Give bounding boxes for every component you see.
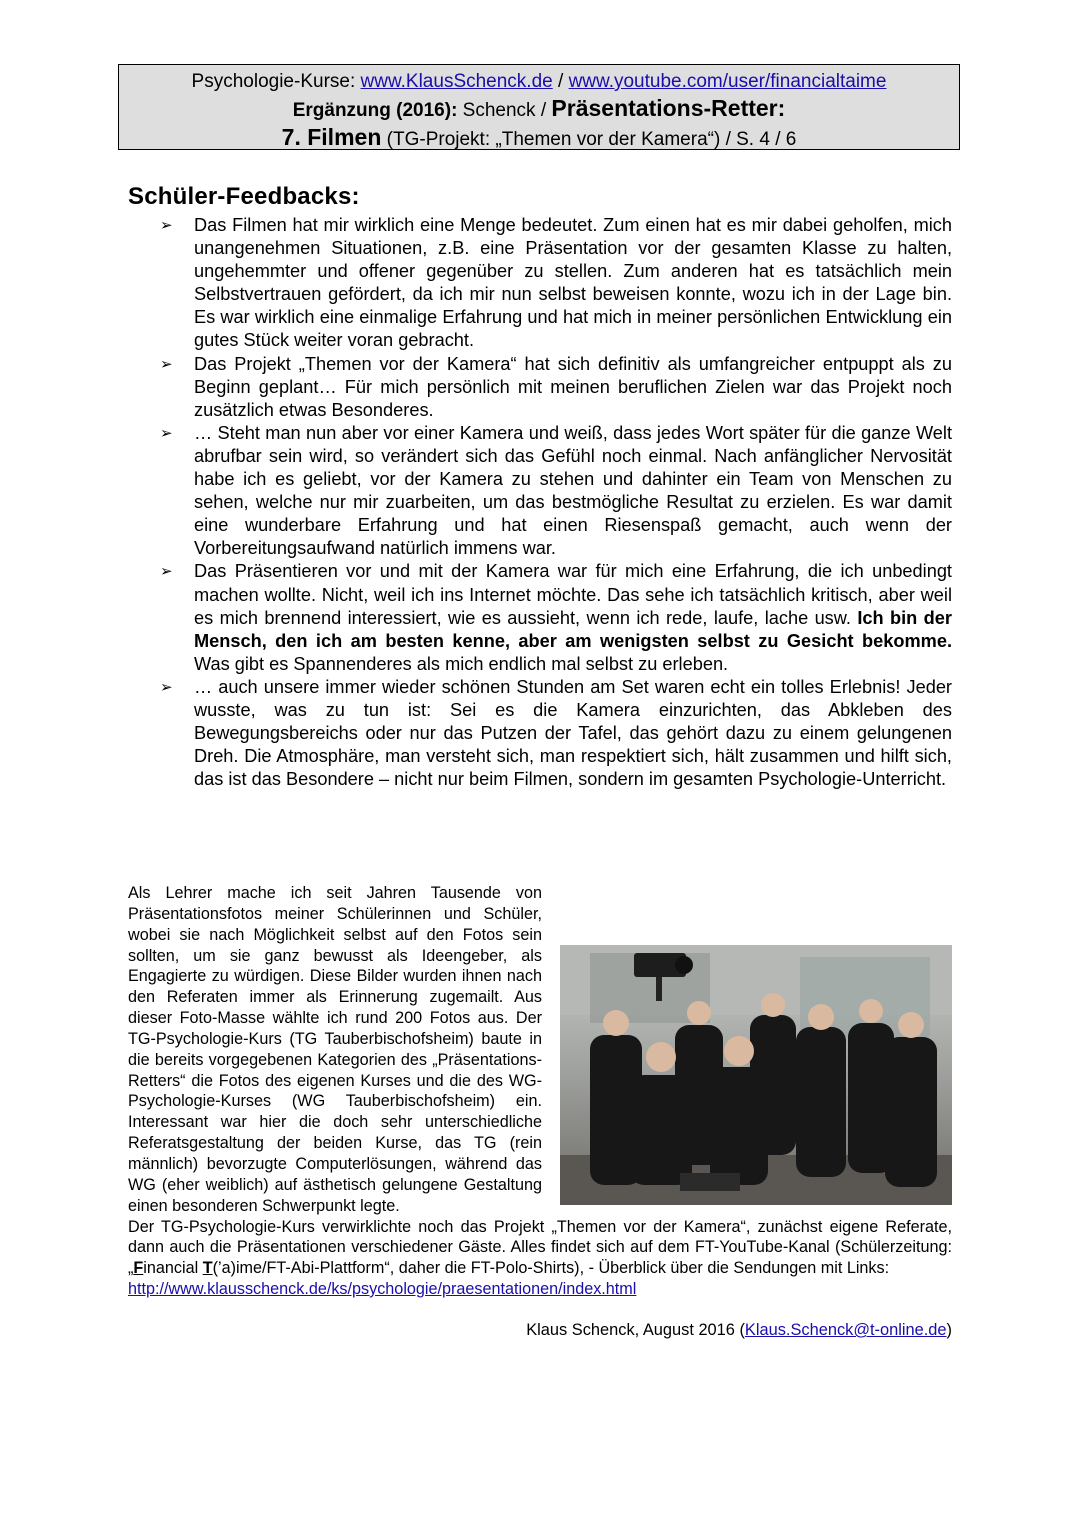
header-box [118,64,960,150]
feedback-item: ➢ Das Projekt „Themen vor der Kamera“ hat sich definitiv als umfangreicher entpuppt als zu Beginn geplant… Für mich persönlich mit meinen beruflichen Zielen war das Projekt noch zusätzlich etwas Besonderes. [160,353,952,420]
website-link[interactable]: www.KlausSchenck.de [360,71,553,92]
arrow-bullet-icon: ➢ [160,424,173,442]
section-heading: Schüler-Feedbacks: [128,183,360,210]
emphasis-text: Ich bin der Mensch, den ich am besten kenne, aber am wenigsten selbst zu Gesicht bekomme. [194,607,952,651]
arrow-bullet-icon: ➢ [160,678,173,696]
project-paragraph: Der TG-Psychologie-Kurs verwirklichte noch das Projekt „Themen vor der Kamera“, zunächst eigene Referate, dann auch die Präsentationen verschiedener Gäste. Alles findet sich auf dem FT-YouTube-Kanal (Schülerzeitung: „Financial T(’a)ime/FT-Abi-Plattform“, daher die FT-Polo-Shirts), - Überblick über die Sendungen mit Links: http://www.klausschenck.de/ks/psychologie/praesentationen/index.html [128,1217,952,1299]
presentations-link[interactable]: http://www.klausschenck.de/ks/psychologie/praesentationen/index.html [128,1280,637,1299]
youtube-link[interactable]: www.youtube.com/user/financialtaime [568,71,887,92]
feedback-item: ➢ Das Filmen hat mir wirklich eine Menge bedeutet. Zum einen hat es mir dabei geholfen, mich unangenehmen Situationen, z.B. eine Präsentation vor der gesamten Klasse zu halten, ungehemmter und offener gegenüber zu stellen. Zum anderen hat es tatsächlich mein Selbstvertrauen gefördert, da ich mir nun selbst beweisen konnte, wozu ich in der Lage bin. Es war wirklich eine einmalige Erfahrung und hat mich in meiner persönlichen Entwicklung ein gutes Stück weiter voran gebracht. [160,215,952,351]
feedback-item: ➢ Das Präsentieren vor und mit der Kamera war für mich eine Erfahrung, die ich unbedingt machen wollte. Nicht, weil ich ins Internet möchte. Das sehe ich tatsächlich kritisch, aber weil es mich brennend interessiert, wie es aussieht, wenn ich rede, laufe, lache usw. Ich bin der Mensch, den ich am besten kenne, aber am wenigsten selbst zu Gesicht bekomme. Was gibt es Spannenderes als mich endlich mal selbst zu erleben. [160,561,952,674]
feedback-item: ➢ … Steht man nun aber vor einer Kamera und weiß, dass jedes Wort später für die ganze Welt abrufbar sein wird, so verändert sich das Gefühl noch einmal. Nach anfänglicher Nervosität habe ich es geliebt, vor der Kamera zu stehen und dahinter ein Team von Menschen zu sehen, welche nur mir zuarbeiten, um das bestmögliche Resultat zu erzielen. Es war damit eine wunderbare Erfahrung und hat einen Riesenspaß gemacht, auch wenn der Vorbereitungsaufwand natürlich immens war. [160,422,952,559]
arrow-bullet-icon: ➢ [160,217,173,234]
header-line-1: Psychologie-Kurse: www.KlausSchenck.de / www.youtube.com/user/financialtaime [191,71,887,92]
arrow-bullet-icon: ➢ [160,355,173,373]
feedback-list [150,214,952,791]
teacher-paragraph: Als Lehrer mache ich seit Jahren Tausende von Präsentationsfotos meiner Schülerinnen und Schüler, wobei sie nach Möglichkeit selbst auf den Fotos sein sollten, um sie ganz bewusst als Ideengeber, als Engagierte zu würdigen. Diese Bilder wurden ihnen nach den Referaten immer als Erinnerung zugemailt. Aus dieser Foto-Masse wählte ich rund 200 Fotos aus. Der TG-Psychologie-Kurs (TG Tauberbischofsheim) baute in die bereits vorgegebenen Kategorien des „Präsentations-Retters“ die Fotos des eigenen Kurses und die des WG-Psychologie-Kurses (WG Tauberbischofsheim) ein. Interessant war hier die doch sehr unterschiedliche Referatsgestaltung der beiden Kurse, das TG (rein männlich) bevorzugte Computerlösungen, während das WG (eher weiblich) auf ästhetisch gelungene Gestaltung einen besonderen Schwerpunkt legte. [128,884,542,1215]
header-line-2: Ergänzung (2016): Schenck / Präsentations-Retter: [292,95,786,121]
arrow-bullet-icon: ➢ [160,563,173,581]
lower-text-block [128,883,952,1300]
signature: Klaus Schenck, August 2016 (Klaus.Schenck@t-online.de) [526,1321,952,1339]
email-link[interactable]: Klaus.Schenck@t-online.de [744,1321,947,1339]
group-photo [560,945,952,1205]
feedback-item: ➢ … auch unsere immer wieder schönen Stunden am Set waren echt ein tolles Erlebnis! Jeder wusste, was zu tun ist: Sei es die Kamera einzurichten, das Abkleben des Bewegungsbereichs oder nur das Putzen der Tafel, das gehört dazu zu einem gelungenen Dreh. Die Atmosphäre, man versteht sich, man respektiert sich, hält zusammen und hilft sich, das ist das Besondere – nicht nur beim Filmen, sondern im gesamten Psychologie-Unterricht. [160,676,952,790]
header-line-3: 7. Filmen (TG-Projekt: „Themen vor der Kamera“) / S. 4 / 6 [281,124,797,150]
group-photo-image [560,945,952,1205]
